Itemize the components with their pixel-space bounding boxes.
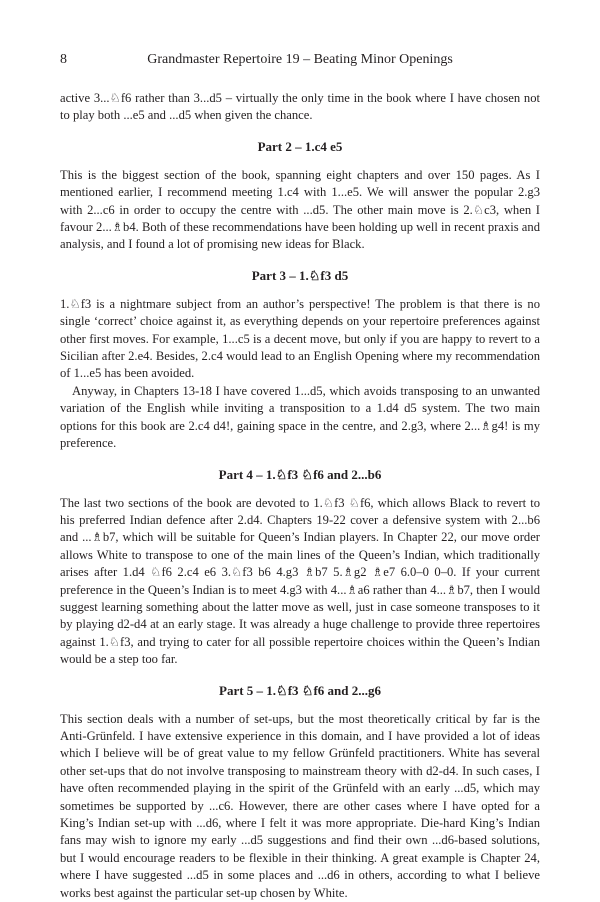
page-number: 8	[60, 52, 67, 67]
part-3-paragraph-1: 1.♘f3 is a nightmare subject from an author’s perspective! The problem is that there is no single ‘correct’ choice against it, as everything depends on your repertoire preferences against other first moves. For example, 1...c5 is a decent move, but only if you are happy to revert to a Sicilian after 2.e4. Besides, 2.c4 would lead to an English Opening where my recommendation of 1...e5 has been avoided.	[60, 296, 540, 381]
part-5-paragraph: This section deals with a number of set-ups, but the most theoretically critical by far is the Anti-Grünfeld. I have extensive experience in this domain, and I have provided a lot of ideas which I believe will be of great value to my fellow Grünfeld practitioners. White has several other set-ups that do not involve transposing to mainstream theory with d2-d4. In such cases, I have often recommended playing in the spirit of the Grünfeld with an early ...d5, which may sometimes be supported by ...c6. However, there are other cases where I have opted for a King’s Indian set-up with ...d6, where I felt it was more appropriate. Die-hard King’s Indian fans may wish to ignore my early ...d5 suggestions and find their own ...d6-based solutions, but I would encourage readers to be flexible in their thinking. A great example is Chapter 24, where I have suggested ...d5 in some places and ...d6 in others, according to what I believe works best against the particular set-up chosen by White.	[60, 711, 540, 900]
section-heading-part-2: Part 2 – 1.c4 e5	[257, 138, 343, 154]
part-4-paragraph: The last two sections of the book are devoted to 1.♘f3 ♘f6, which allows Black to revert to his preferred Indian defence after 2.d4. Chapters 19-22 cover a defensive system with 2...b6 and ...♗b7, which will be suitable for Queen’s Indian players. In Chapter 22, our move order allows White to transpose to one of the main lines of the Queen’s Indian, which traditionally arises after 1.d4 ♘f6 2.c4 e6 3.♘f3 b6 4.g3 ♗b7 5.♗g2 ♗e7 6.0–0 0–0. If your current preference in the Queen’s Indian is to meet 4.g3 with 4...♗a6 rather than 4...♗b7, then I would suggest learning something about the latter move as well, just in case someone transposes to it by playing d2-d4 at an early stage. It was already a huge challenge to provide three repertoires against 1.♘f3, and trying to cater for all possible repertoire choices within the Queen’s Indian would be a step too far.	[60, 495, 540, 667]
page-body	[60, 90, 540, 902]
running-head: Grandmaster Repertoire 19 – Beating Minor Openings	[147, 52, 453, 67]
page-header	[60, 52, 540, 70]
section-heading-part-4: Part 4 – 1.♘f3 ♘f6 and 2...b6	[218, 466, 382, 482]
part-2-paragraph: This is the biggest section of the book, spanning eight chapters and over 150 pages. As I mentioned earlier, I recommend meeting 1.c4 with 1...e5. We will answer the popular 2.g3 with 2...c6 in order to occupy the centre with ...d5. The other main move is 2.♘c3, when I favour 2...♗b4. Both of these recommendations have been holding up well in recent praxis and analysis, and I found a lot of promising new ideas for Black.	[60, 167, 540, 252]
intro-paragraph: active 3...♘f6 rather than 3...d5 – virtually the only time in the book where I have chosen not to play both ...e5 and ...d5 when given the chance.	[60, 91, 540, 123]
section-heading-part-3: Part 3 – 1.♘f3 d5	[251, 267, 349, 283]
part-3-paragraph-2: Anyway, in Chapters 13-18 I have covered 1...d5, which avoids transposing to an unwanted variation of the English while inviting a transposition to a 1.d4 d5 system. The two main options for this book are 2.c4 d4!, gaining space in the centre, and 2.g3, where 2...♗g4! is my preference.	[60, 383, 540, 451]
section-heading-part-5: Part 5 – 1.♘f3 ♘f6 and 2...g6	[219, 682, 381, 698]
